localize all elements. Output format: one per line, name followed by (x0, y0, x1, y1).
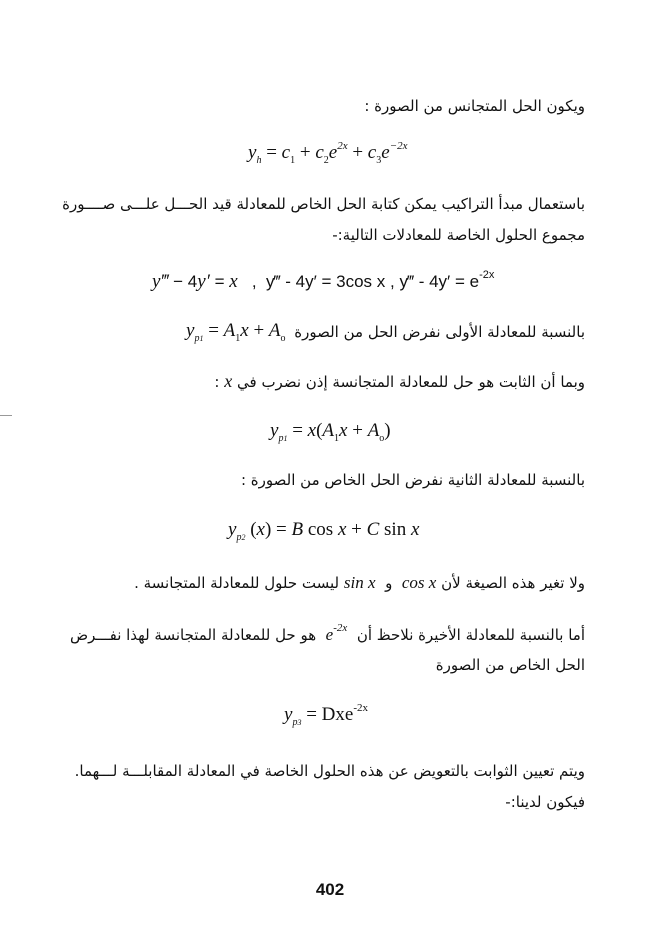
second-equation-text: بالنسبة للمعادلة الثانية نفرض الحل الخاص من الصورة : (240, 471, 585, 489)
no-change-line (134, 573, 585, 593)
constant-root-text: وبما أن الثابت هو حل للمعادلة المتجانسة إذن نضرب في (237, 373, 585, 391)
yp1-linear-guess: $y_{p1} = A_1x + A_o$ (186, 320, 286, 344)
x-variable: x (224, 371, 233, 391)
third-b: هو حل للمعادلة المتجانسة لهذا نفـــرض (70, 626, 317, 644)
constant-root-line (214, 371, 585, 393)
final-line-1: ويتم تعيين الثوابت بالتعويض عن هذه الحلول الخاصة في المعادلة المقابلـــة لـــهما. (74, 762, 585, 780)
first-equation-text: بالنسبة للمعادلة الأولى نفرض الحل من الصورة (294, 323, 585, 341)
superposition-line-2: مجموع الحلول الخاصة للمعادلات التالية:- (332, 226, 585, 244)
yp3-guess: $y_{p3} = Dxe^{-2x}$ (284, 702, 368, 728)
colon: : (214, 373, 220, 391)
third-a: أما بالنسبة للمعادلة الأخيرة نلاحظ أن (356, 626, 585, 644)
yp2-trig-guess: $y_{p2}$ (x) = B cos x + C sin x (228, 519, 420, 543)
third-equation-line-1 (70, 622, 585, 645)
homogeneous-solution-equation: $y_h = c_1 + c_2e^{2x} + c_3e^{-2x}$ (248, 140, 408, 166)
three-equations: y‴ − 4y′ = x , y‴ - 4y′ = 3cos x , y‴ - $4y' = e^{-2x}$ (152, 269, 495, 292)
margin-mark (0, 415, 12, 416)
e-term: $e^{-2x}$ (325, 622, 348, 644)
final-line-2: فيكون لدينا:- (505, 793, 585, 811)
no-change-b: ليست حلول للمعادلة المتجانسة . (134, 574, 340, 592)
superposition-line-1: باستعمال مبدأ التراكيب يمكن كتابة الحل الخاص للمعادلة قيد الحـــل علـــى صــــورة (62, 195, 585, 213)
and-word: و (385, 574, 393, 592)
homogeneous-intro: ويكون الحل المتجانس من الصورة : (364, 97, 585, 115)
sin-x: sin x (343, 573, 376, 592)
no-change-a: ولا تغير هذه الصيغة لأن (441, 574, 585, 592)
yp1-multiplied: $y_{p1} = x(A_1x + A_o)$ (270, 420, 391, 444)
cos-x: cos x (401, 573, 437, 592)
third-equation-line-2: الحل الخاص من الصورة (435, 656, 585, 674)
page-number: 402 (315, 880, 345, 899)
